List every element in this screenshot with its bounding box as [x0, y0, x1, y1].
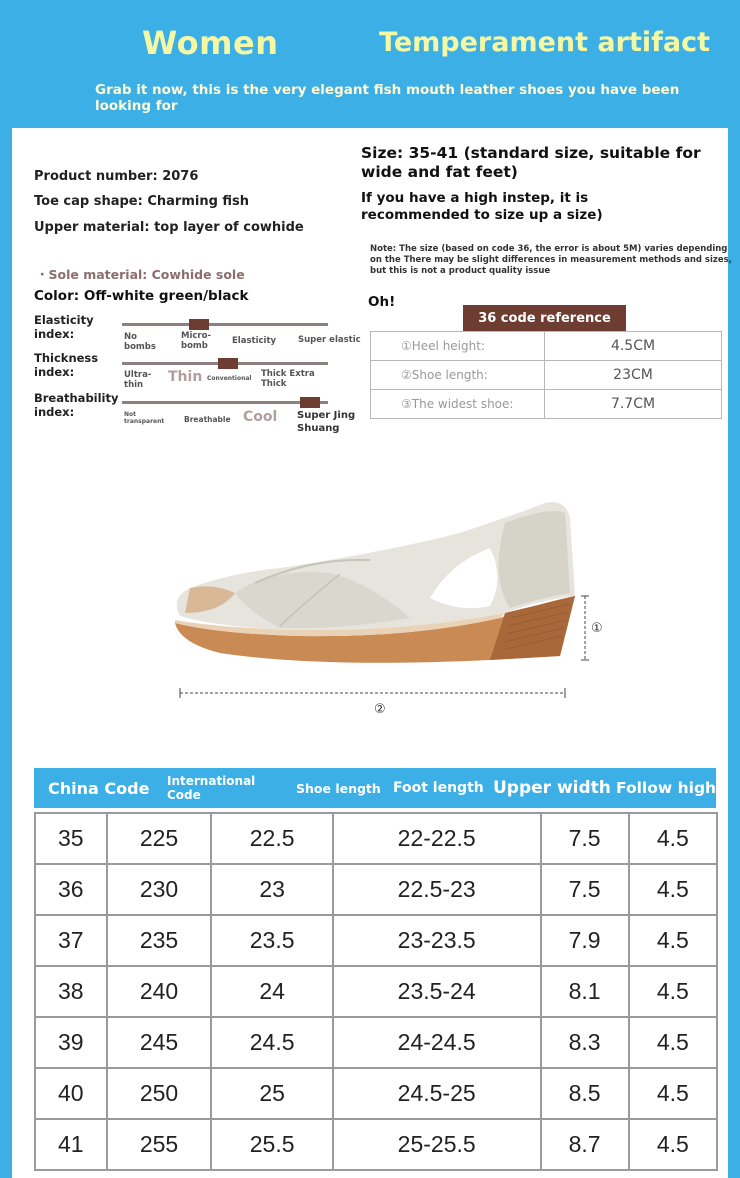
- size-chart-cell: 7.5: [541, 864, 629, 915]
- col-shoe-length: Shoe length: [296, 780, 381, 796]
- elasticity-label: Elasticity index:: [34, 313, 94, 341]
- reference-value: 7.7CM: [545, 390, 722, 419]
- reference-table: [370, 331, 722, 419]
- size-chart-row: [35, 813, 717, 864]
- size-chart-cell: 37: [35, 915, 107, 966]
- size-chart-table: [34, 812, 718, 1171]
- title-women: Women: [142, 24, 279, 62]
- size-chart-cell: 4.5: [629, 1068, 717, 1119]
- tagline: Grab it now, this is the very elegant fish mouth leather shoes you have been looking for: [95, 82, 680, 114]
- reference-value: 23CM: [545, 361, 722, 390]
- size-chart-cell: 41: [35, 1119, 107, 1170]
- size-chart-cell: 25-25.5: [333, 1119, 541, 1170]
- thickness-marker: [218, 358, 238, 369]
- size-chart-cell: 230: [107, 864, 212, 915]
- size-chart-cell: 22-22.5: [333, 813, 541, 864]
- size-chart-cell: 35: [35, 813, 107, 864]
- breathability-label: Breathability index:: [34, 391, 119, 419]
- elasticity-marker: [189, 319, 209, 330]
- reference-key: ①Heel height:: [371, 332, 545, 361]
- size-chart-cell: 240: [107, 966, 212, 1017]
- size-chart-cell: 8.3: [541, 1017, 629, 1068]
- size-range: Size: 35-41 (standard size, suitable for wide and fat feet): [361, 144, 701, 181]
- banner-wave-edge: [0, 118, 740, 132]
- size-chart-cell: 255: [107, 1119, 212, 1170]
- size-chart-cell: 7.5: [541, 813, 629, 864]
- size-chart-cell: 4.5: [629, 864, 717, 915]
- thickness-label: Thickness index:: [34, 351, 99, 379]
- reference-value: 4.5CM: [545, 332, 722, 361]
- shoe-image: [160, 488, 610, 718]
- size-chart-cell: 22.5: [211, 813, 332, 864]
- size-chart-cell: 7.9: [541, 915, 629, 966]
- size-chart-cell: 23.5: [211, 915, 332, 966]
- reference-title: 36 code reference: [463, 305, 626, 331]
- product-number: Product number: 2076: [34, 169, 199, 184]
- size-chart-cell: 250: [107, 1068, 212, 1119]
- size-chart-cell: 38: [35, 966, 107, 1017]
- breathability-opt-1: Not transparent: [124, 411, 165, 425]
- col-follow-high: Follow high: [616, 779, 717, 797]
- frame-left-border: [0, 128, 12, 1178]
- size-chart-cell: 40: [35, 1068, 107, 1119]
- size-chart-cell: 24.5-25: [333, 1068, 541, 1119]
- col-china-code: China Code: [48, 778, 150, 798]
- col-upper-width: Upper width: [493, 778, 611, 798]
- size-chart-cell: 8.5: [541, 1068, 629, 1119]
- size-chart-row: [35, 1119, 717, 1170]
- elasticity-opt-1: No bombs: [124, 332, 156, 352]
- thickness-opt-2: Thin: [168, 369, 203, 385]
- reference-row: [371, 390, 722, 419]
- size-chart-cell: 24: [211, 966, 332, 1017]
- size-chart-cell: 25.5: [211, 1119, 332, 1170]
- size-chart-cell: 24-24.5: [333, 1017, 541, 1068]
- size-chart-cell: 4.5: [629, 966, 717, 1017]
- size-chart-cell: 25: [211, 1068, 332, 1119]
- size-chart-row: [35, 864, 717, 915]
- elasticity-scale: [122, 323, 328, 326]
- reference-row: [371, 361, 722, 390]
- size-chart-cell: 23.5-24: [333, 966, 541, 1017]
- size-chart-cell: 23-23.5: [333, 915, 541, 966]
- title-temperament: Temperament artifact: [379, 27, 711, 58]
- svg-text:①: ①: [591, 621, 603, 636]
- sole-material: ・Sole material: Cowhide sole: [36, 267, 245, 282]
- size-chart-cell: 8.7: [541, 1119, 629, 1170]
- toe-cap-shape: Toe cap shape: Charming fish: [34, 194, 250, 209]
- size-chart-cell: 23: [211, 864, 332, 915]
- elasticity-opt-4: Super elastic: [298, 335, 361, 345]
- elasticity-opt-2: Micro-bomb: [181, 331, 211, 351]
- size-chart-cell: 225: [107, 813, 212, 864]
- size-chart-cell: 8.1: [541, 966, 629, 1017]
- instep-advice: If you have a high instep, it is recommended to size up a size): [361, 190, 603, 223]
- size-chart-cell: 4.5: [629, 1119, 717, 1170]
- size-chart-row: [35, 1068, 717, 1119]
- breathability-opt-4: Super Jing Shuang: [297, 410, 356, 434]
- size-chart-cell: 39: [35, 1017, 107, 1068]
- color-options: Color: Off-white green/black: [34, 288, 249, 304]
- size-chart-cell: 22.5-23: [333, 864, 541, 915]
- size-chart-row: [35, 966, 717, 1017]
- size-chart-row: [35, 1017, 717, 1068]
- breathability-opt-2: Breathable: [184, 415, 231, 424]
- frame-right-border: [728, 128, 740, 1178]
- thickness-opt-3: Conventional: [207, 375, 252, 382]
- thickness-opt-1: Ultra-thin: [124, 370, 152, 390]
- breathability-opt-3: Cool: [243, 409, 278, 425]
- upper-material: Upper material: top layer of cowhide: [34, 220, 304, 235]
- breathability-scale: [122, 401, 328, 404]
- size-note: Note: The size (based on code 36, the error is about 5M) varies depending on the There may be slight differences in measurement methods and sizes, but this is not a product quality issue: [370, 244, 732, 276]
- size-chart-cell: 24.5: [211, 1017, 332, 1068]
- col-foot-length: Foot length: [393, 780, 484, 796]
- oh-text: Oh!: [368, 294, 396, 310]
- size-chart-cell: 4.5: [629, 1017, 717, 1068]
- elasticity-opt-3: Elasticity: [232, 336, 277, 346]
- reference-row: [371, 332, 722, 361]
- svg-text:②: ②: [374, 702, 386, 717]
- breathability-marker: [300, 397, 320, 408]
- size-chart-row: [35, 915, 717, 966]
- reference-key: ②Shoe length:: [371, 361, 545, 390]
- col-international-code: International Code: [167, 774, 256, 802]
- size-chart-cell: 245: [107, 1017, 212, 1068]
- size-chart-cell: 4.5: [629, 813, 717, 864]
- reference-key: ③The widest shoe:: [371, 390, 545, 419]
- size-chart-cell: 36: [35, 864, 107, 915]
- size-chart-cell: 235: [107, 915, 212, 966]
- size-chart-cell: 4.5: [629, 915, 717, 966]
- thickness-opt-4: Thick Extra Thick: [261, 369, 315, 389]
